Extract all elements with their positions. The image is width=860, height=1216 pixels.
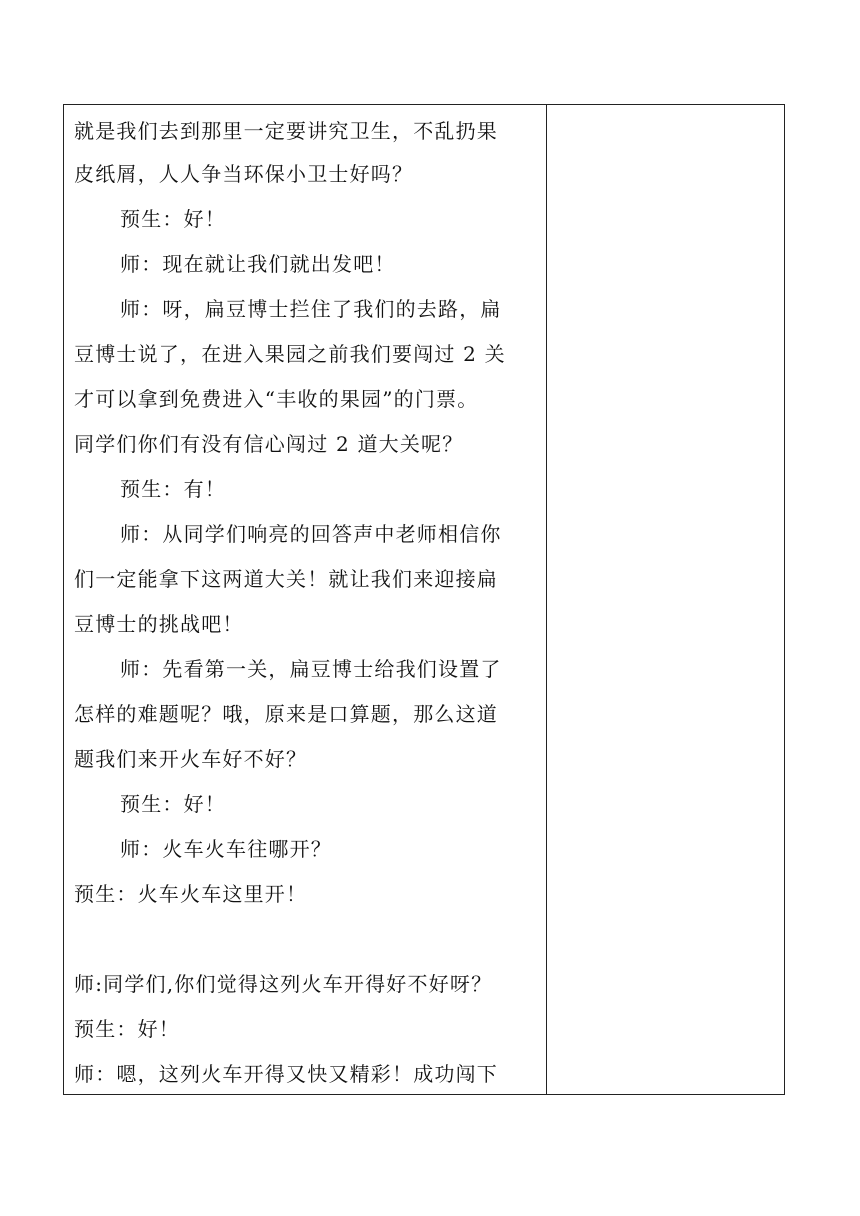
text-line: 师：先看第一关，扁豆博士给我们设置了 [120, 657, 502, 681]
text-line: 预生：火车火车这里开！ [74, 882, 308, 906]
text-line: 师:同学们,你们觉得这列火车开得好不好呀？ [74, 972, 493, 996]
text-line: 师：嗯，这列火车开得又快又精彩！成功闯下 [74, 1062, 498, 1086]
text-line: 预生：好！ [74, 1017, 180, 1041]
text-line: 皮纸屑，人人争当环保小卫士好吗？ [74, 162, 414, 186]
lesson-content-cell [64, 105, 546, 1094]
text-line: 题我们来开火车好不好？ [74, 747, 308, 771]
text-line: 才可以拿到免费进入“丰收的果园”的门票。 [74, 387, 479, 411]
text-line: 豆博士的挑战吧！ [74, 612, 244, 636]
text-line: 师：火车火车往哪开？ [120, 837, 332, 861]
text-line: 师：现在就让我们就出发吧！ [120, 252, 396, 276]
notes-cell [548, 105, 784, 1094]
text-line: 师：从同学们响亮的回答声中老师相信你 [120, 522, 502, 546]
column-divider [546, 105, 547, 1094]
text-line: 预生：有！ [120, 477, 226, 501]
text-line: 豆博士说了，在进入果园之前我们要闯过 2 关 [74, 342, 506, 366]
text-line: 师：呀，扁豆博士拦住了我们的去路，扁 [120, 297, 502, 321]
text-line: 同学们你们有没有信心闯过 2 道大关呢？ [74, 432, 464, 456]
text-line: 怎样的难题呢？哦，原来是口算题，那么这道 [74, 702, 498, 726]
lesson-plan-table [63, 104, 785, 1095]
text-line: 就是我们去到那里一定要讲究卫生，不乱扔果 [74, 119, 498, 143]
text-line: 们一定能拿下这两道大关！就让我们来迎接扁 [74, 567, 498, 591]
text-line: 预生：好！ [120, 792, 226, 816]
text-line: 预生：好！ [120, 207, 226, 231]
